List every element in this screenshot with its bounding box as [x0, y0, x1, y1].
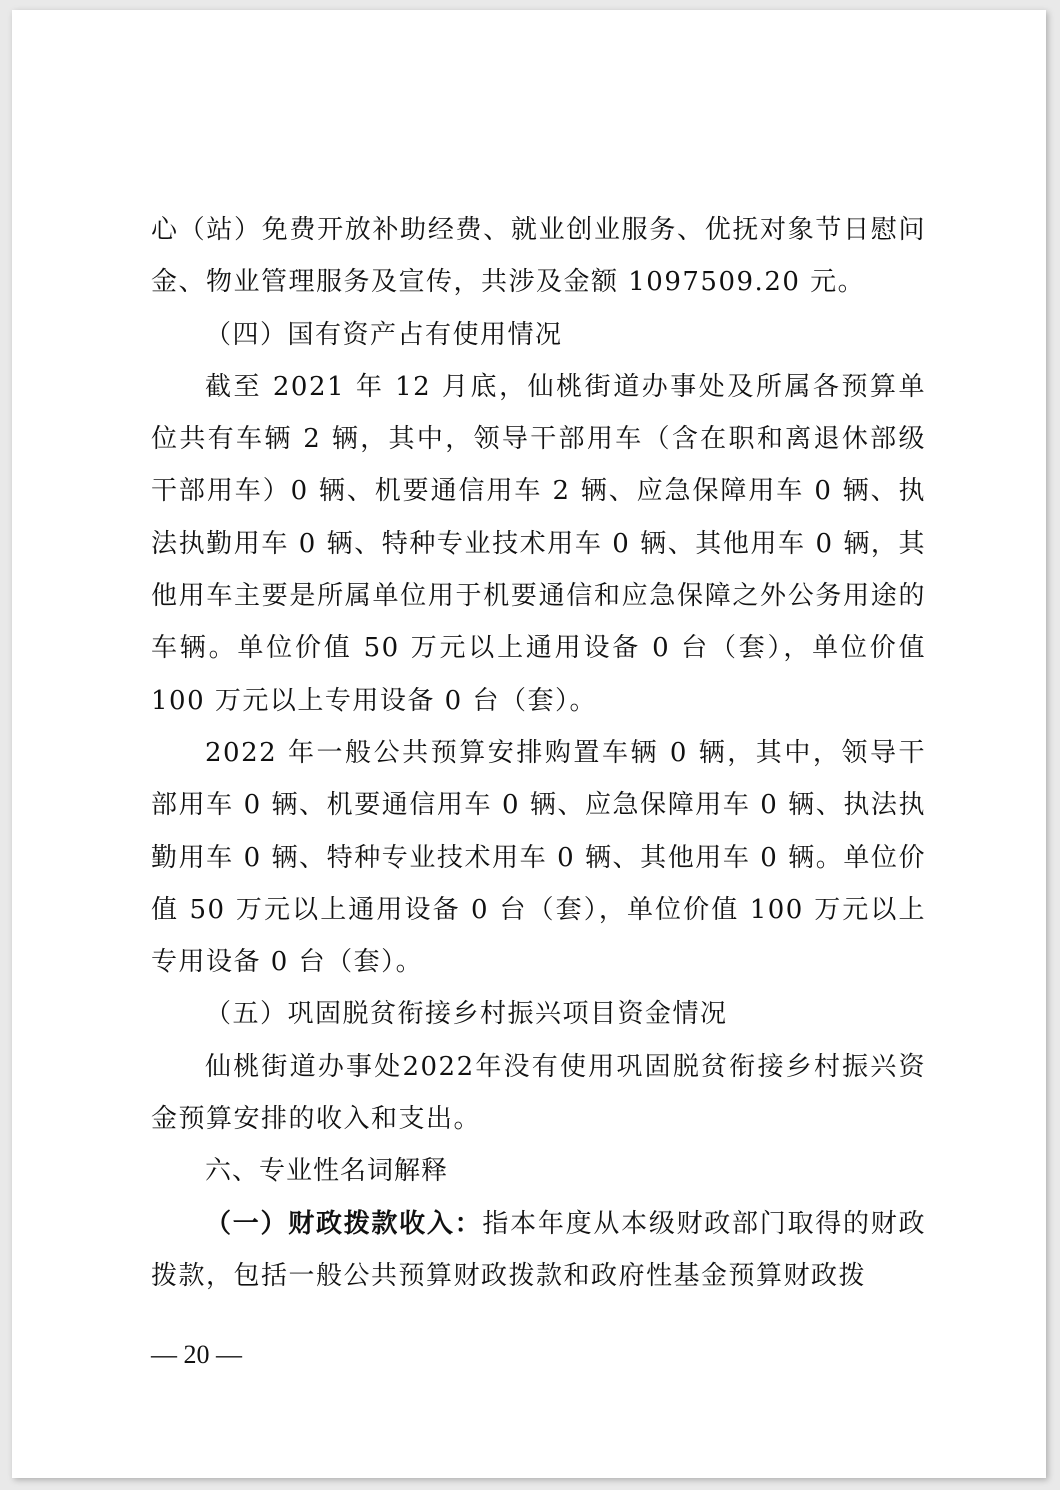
- paragraph-vehicles-2021: 截至 2021 年 12 月底，仙桃街道办事处及所属各预算单位共有车辆 2 辆，其中，领导干部用车（含在职和离退休部级干部用车）0 辆、机要通信用车 2 辆、应急保障用车 0 辆、执法执勤用车 0 辆、特种专业技术用车 0 辆、其他用车 0 辆，其他用车主要是所属单位用于机要通信和应急保障之外公务用途的车辆。单位价值 50 万元以上通用设备 0 台（套），单位价值 100 万元以上专用设备 0 台（套）。: [151, 371, 926, 716]
- document-body: [151, 204, 926, 1302]
- paragraph-vehicles-2022: 2022 年一般公共预算安排购置车辆 0 辆，其中，领导干部用车 0 辆、机要通信用车 0 辆、应急保障用车 0 辆、执法执勤用车 0 辆、特种专业技术用车 0 辆、其他用车 0 辆。单位价值 50 万元以上通用设备 0 台（套），单位价值 100 万元以上专用设备 0 台（套）。: [151, 737, 926, 978]
- section-heading-rural-revitalization: （五）巩固脱贫衔接乡村振兴项目资金情况: [205, 999, 728, 1030]
- definition-text: 指本年度从本级财政部门取得的财政拨款，包括一般公共预算财政拨款和政府性基金预算财政拨: [151, 1208, 926, 1291]
- document-page: [12, 10, 1046, 1478]
- section-heading-asset-usage: （四）国有资产占有使用情况: [205, 319, 563, 350]
- paragraph-continued: 心（站）免费开放补助经费、就业创业服务、优抚对象节日慰问金、物业管理服务及宣传，共涉及金额 1097509.20 元。: [151, 215, 926, 298]
- page-number: — 20 —: [151, 1340, 242, 1369]
- definition-label: （一）财政拨款收入：: [205, 1208, 483, 1239]
- paragraph-definition: [151, 1198, 926, 1303]
- paragraph-rural-revitalization: 仙桃街道办事处2022年没有使用巩固脱贫衔接乡村振兴资金预算安排的收入和支出。: [151, 1051, 926, 1135]
- chapter-heading-terms: 六、专业性名词解释: [205, 1156, 449, 1187]
